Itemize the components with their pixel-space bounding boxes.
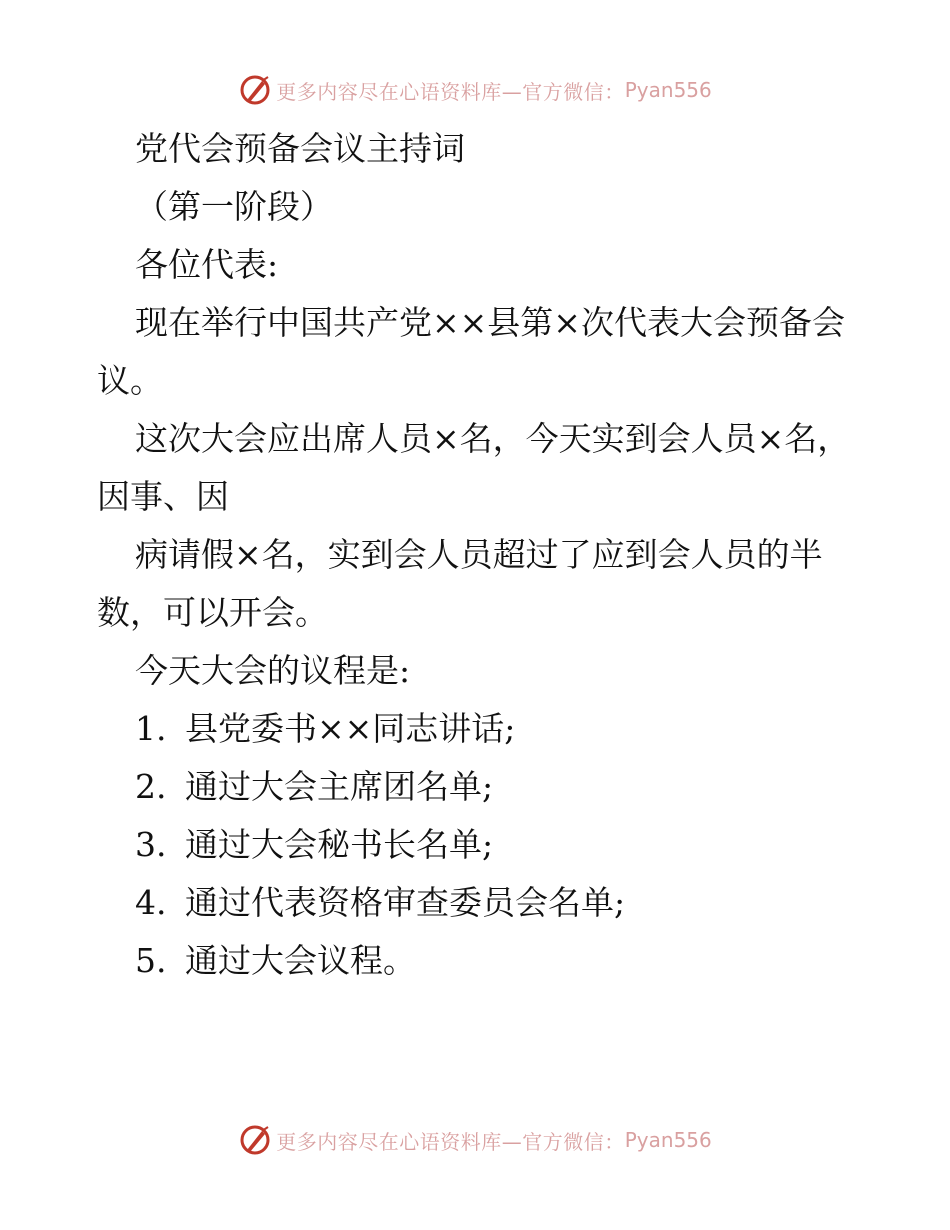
watermark-text: 更多内容尽在心语资料库—官方微信： bbox=[276, 79, 625, 104]
header-watermark bbox=[0, 70, 950, 110]
document-body bbox=[97, 120, 857, 990]
quill-logo-icon bbox=[238, 73, 272, 107]
agenda-item bbox=[97, 816, 857, 874]
greeting: 各位代表: bbox=[135, 245, 279, 284]
agenda-number: 2. bbox=[135, 767, 167, 806]
document-subtitle: （第一阶段） bbox=[135, 187, 333, 226]
paragraph: 病请假×名，实到会人员超过了应到会人员的半数，可以开会。 bbox=[97, 535, 823, 632]
document-title: 党代会预备会议主持词 bbox=[135, 129, 465, 168]
paragraph: 现在举行中国共产党××县第×次代表大会预备会议。 bbox=[97, 303, 845, 400]
agenda-number: 1. bbox=[135, 709, 167, 748]
footer-watermark bbox=[0, 1120, 950, 1160]
agenda-item bbox=[97, 932, 857, 990]
agenda-item bbox=[97, 700, 857, 758]
quill-logo-icon bbox=[238, 1123, 272, 1157]
agenda-text: 县党委书××同志讲话; bbox=[185, 709, 516, 748]
agenda-text: 通过大会秘书长名单; bbox=[185, 825, 494, 864]
agenda-number: 4. bbox=[135, 883, 167, 922]
watermark-id: Pyan556 bbox=[624, 78, 712, 102]
paragraph: 这次大会应出席人员×名，今天实到会人员×名，因事、因 bbox=[97, 419, 851, 516]
agenda-number: 3. bbox=[135, 825, 167, 864]
agenda-item bbox=[97, 874, 857, 932]
watermark-text: 更多内容尽在心语资料库—官方微信： bbox=[276, 1129, 625, 1154]
agenda-item bbox=[97, 758, 857, 816]
agenda-text: 通过代表资格审查委员会名单; bbox=[185, 883, 626, 922]
agenda-number: 5. bbox=[135, 941, 167, 980]
watermark-id: Pyan556 bbox=[624, 1128, 712, 1152]
paragraph: 今天大会的议程是: bbox=[135, 651, 411, 690]
agenda-text: 通过大会主席团名单; bbox=[185, 767, 494, 806]
agenda-text: 通过大会议程。 bbox=[185, 941, 416, 980]
